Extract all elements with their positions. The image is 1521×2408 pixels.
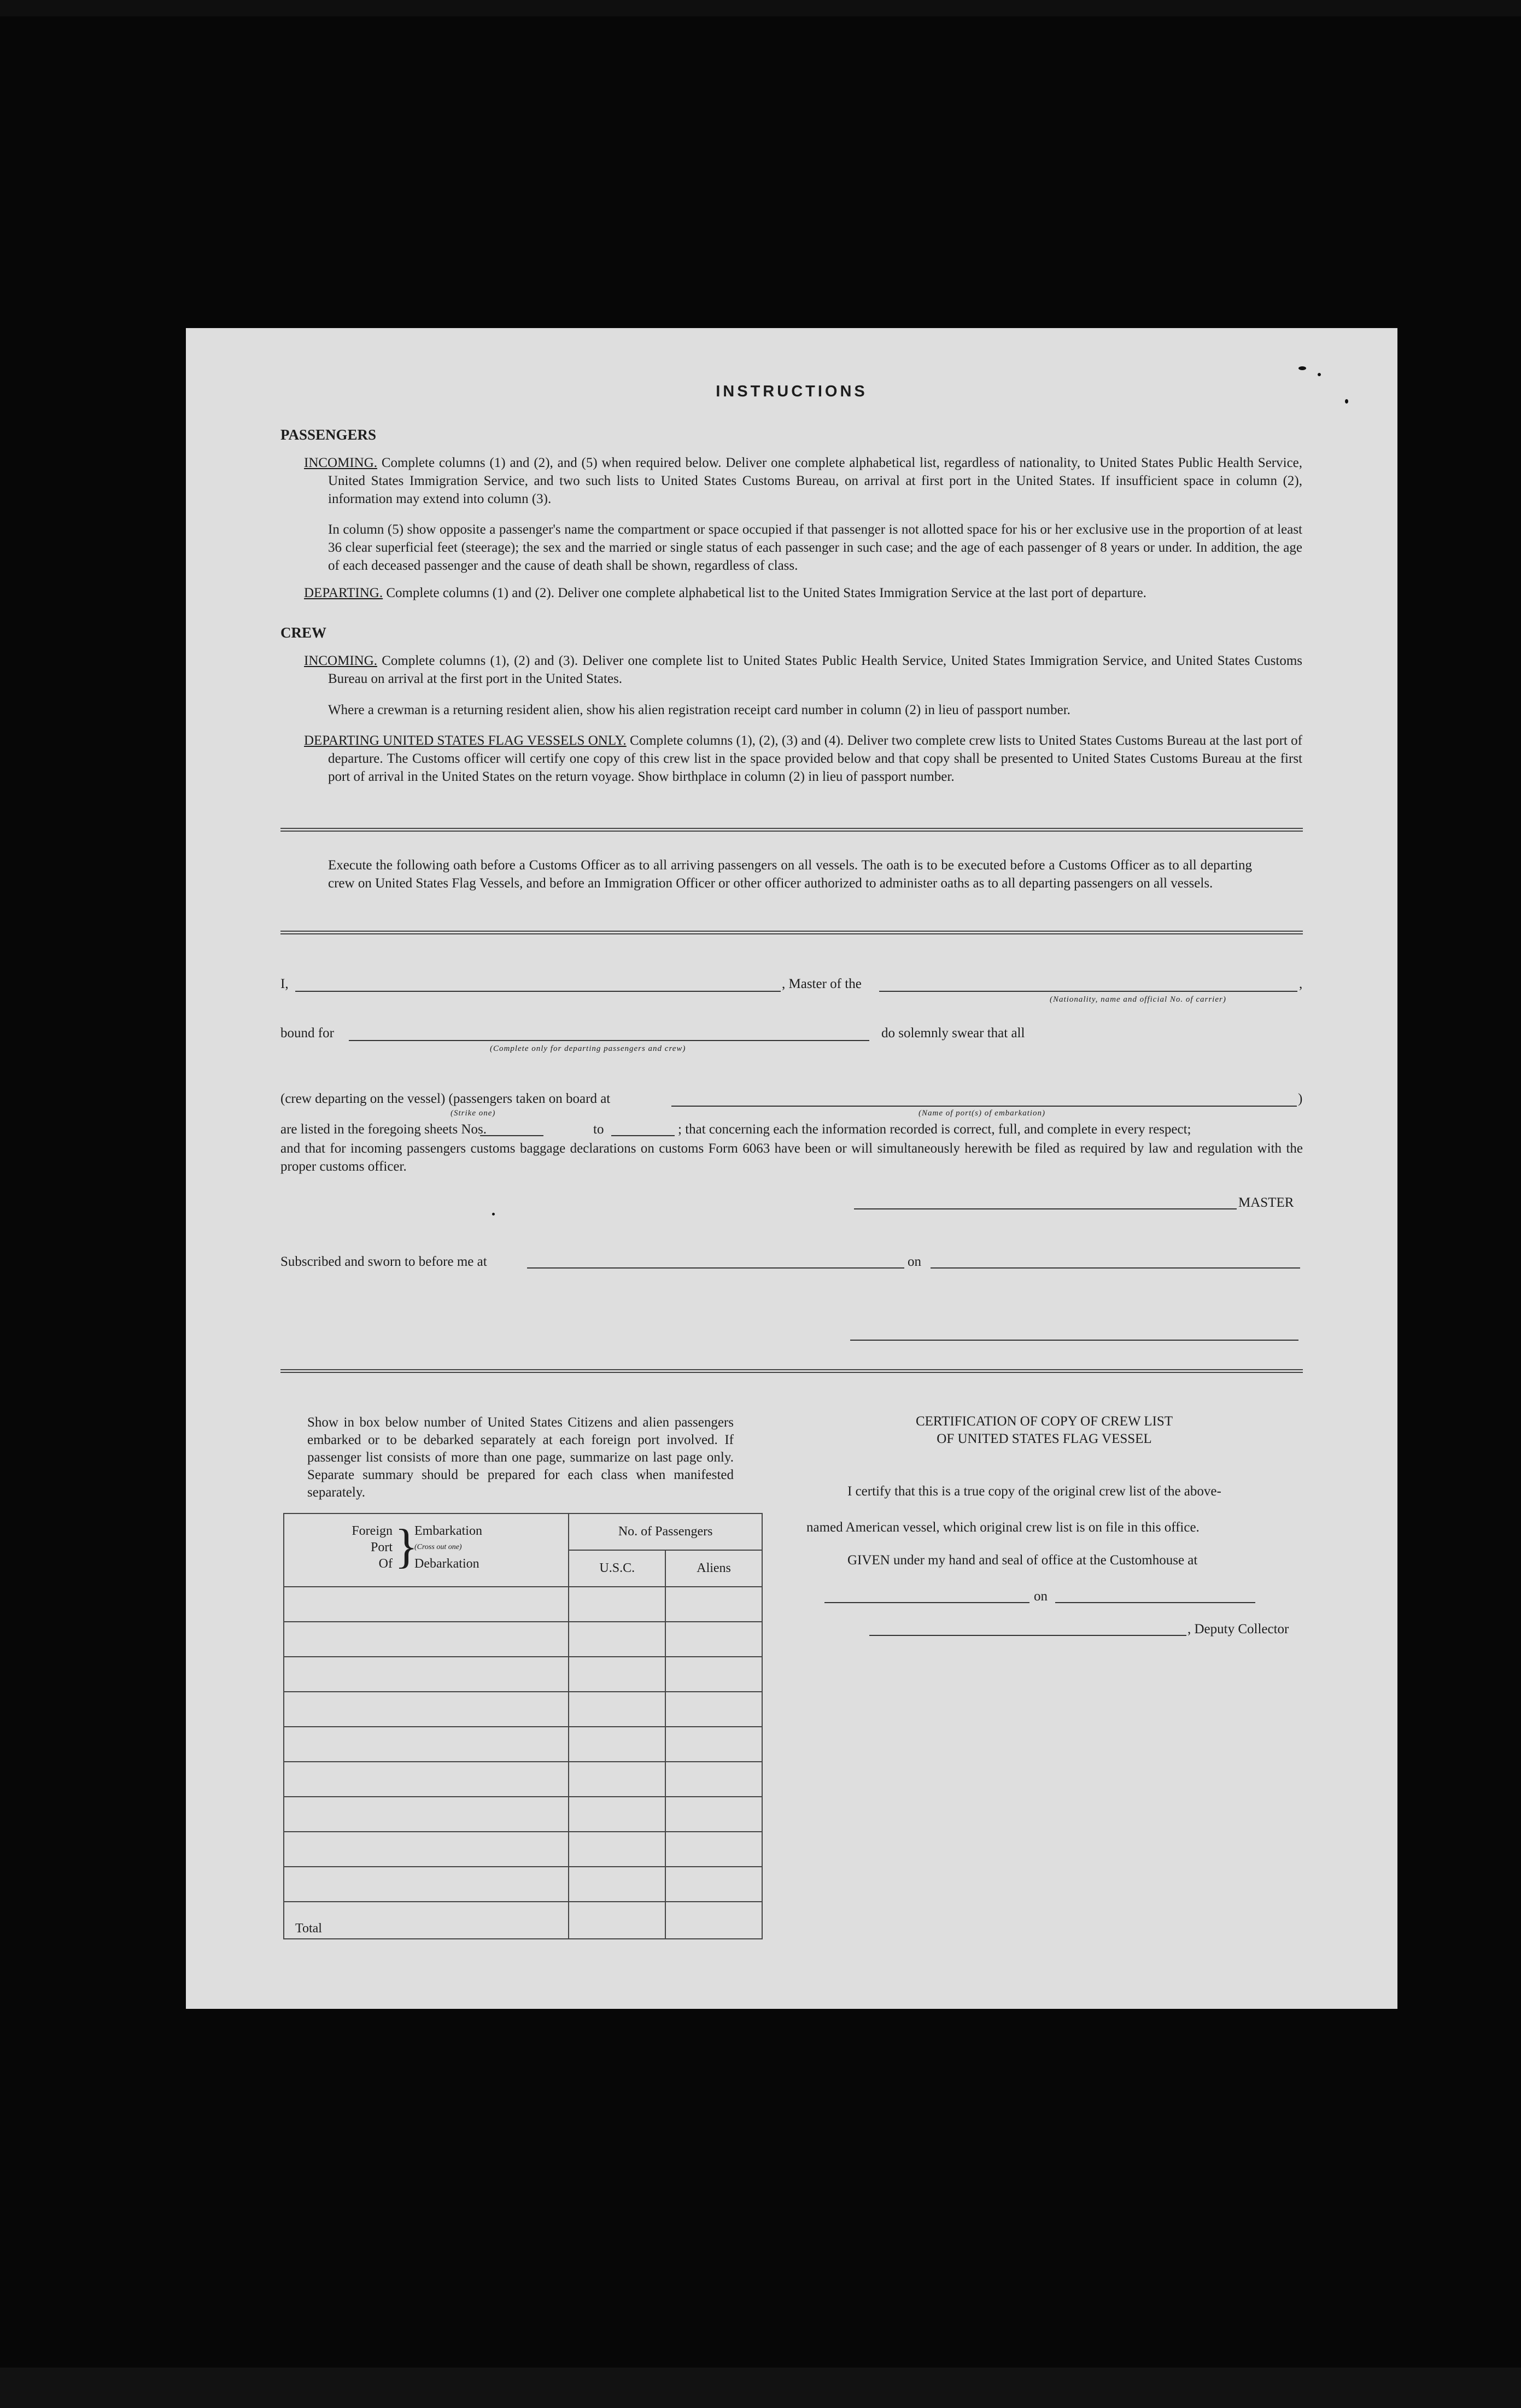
summary-note-text: Show in box below number of United States Citizens and alien passengers embarked or to be debarked separately at each foreign port involved. If passenger list consists of more than one page, summarize on last page only. Separate summary should be prepared for each class when manifested separately. bbox=[307, 1415, 734, 1500]
port-cell[interactable] bbox=[284, 1657, 569, 1692]
sworn-on-label: on bbox=[908, 1254, 921, 1269]
bound-for-label: bound for bbox=[280, 1026, 334, 1041]
table-row bbox=[284, 1692, 762, 1727]
of-label: Of bbox=[378, 1557, 393, 1571]
sheets-suffix-label: ; that concerning each the information recorded is correct, full, and complete in every respect; bbox=[678, 1122, 1191, 1137]
usc-cell[interactable] bbox=[569, 1727, 665, 1762]
swear-label: do solemnly swear that all bbox=[881, 1026, 1025, 1041]
summary-note-paragraph bbox=[307, 1414, 734, 1501]
sheets-to-label: to bbox=[593, 1122, 604, 1137]
crew-departing-paragraph bbox=[304, 732, 1302, 786]
usc-cell[interactable] bbox=[569, 1622, 665, 1657]
aliens-cell[interactable] bbox=[665, 1727, 762, 1762]
oath-rest-paragraph bbox=[280, 1139, 1303, 1176]
master-label: MASTER bbox=[1238, 1195, 1294, 1210]
port-cell[interactable] bbox=[284, 1867, 569, 1902]
usc-cell[interactable] bbox=[569, 1867, 665, 1902]
table-row bbox=[284, 1832, 762, 1867]
sheets-to-field[interactable] bbox=[611, 1135, 675, 1136]
carrier-comma: , bbox=[1299, 977, 1303, 991]
table-row bbox=[284, 1867, 762, 1902]
no-passengers-header: No. of Passengers bbox=[569, 1513, 762, 1550]
usc-total-cell[interactable] bbox=[569, 1902, 665, 1939]
strike-one-hint: (Strike one) bbox=[451, 1109, 496, 1118]
embark-debark-labels bbox=[414, 1523, 482, 1572]
instructions-heading: INSTRUCTIONS bbox=[716, 383, 868, 400]
crew-departing-text: Complete columns (1), (2), (3) and (4). Deliver two complete crew lists to United States Customs Bureau at the last port of departure. The Customs officer will certify one copy of this crew list in the space provided below and that copy shall be presented to United States Customs Bureau at the first port of arrival in the United States on the return voyage. Show birthplace in column (2) in lieu of passport number. bbox=[328, 733, 1302, 784]
passengers-departing-paragraph bbox=[304, 584, 1302, 602]
certification-line2: named American vessel, which original crew list is on file in this office. bbox=[806, 1520, 1200, 1535]
certification-on-label: on bbox=[1034, 1589, 1048, 1604]
table-total-row bbox=[284, 1902, 762, 1939]
foreign-label: Foreign bbox=[352, 1524, 393, 1538]
aliens-cell[interactable] bbox=[665, 1797, 762, 1832]
passengers-incoming-text: Complete columns (1) and (2), and (5) when required below. Deliver one complete alphabetical list, regardless of nationality, to United States Public Health Service, United States Immigration Service, and two such lists to United States Customs Bureau, on arrival at first port in the United States. If insufficient space in column (2), information may extend into column (3). bbox=[328, 455, 1303, 506]
passengers-incoming-lead: INCOMING. bbox=[304, 455, 378, 470]
aliens-cell[interactable] bbox=[665, 1867, 762, 1902]
port-label: Port bbox=[370, 1540, 393, 1554]
usc-cell[interactable] bbox=[569, 1587, 665, 1622]
form-page bbox=[186, 328, 1397, 2009]
aliens-cell[interactable] bbox=[665, 1622, 762, 1657]
table-row bbox=[284, 1762, 762, 1797]
ink-speck bbox=[1318, 373, 1321, 376]
port-cell[interactable] bbox=[284, 1832, 569, 1867]
embarkation-port-hint: (Name of port(s) of embarkation) bbox=[919, 1109, 1045, 1118]
divider-rule bbox=[280, 1369, 1303, 1373]
bound-for-hint: (Complete only for departing passengers and crew) bbox=[490, 1044, 686, 1053]
port-cell[interactable] bbox=[284, 1762, 569, 1797]
crew-incoming-text: Complete columns (1), (2) and (3). Deliver one complete list to United States Public Health Service, United States Immigration Service, and United States Customs Bureau on arrival at the first port in the United States. bbox=[328, 653, 1302, 686]
subscribed-label: Subscribed and sworn to before me at bbox=[280, 1254, 487, 1269]
passengers-departing-text: Complete columns (1) and (2). Deliver one complete alphabetical list to the United States Immigration Service at the last port of departure. bbox=[386, 586, 1146, 600]
passenger-summary-table bbox=[283, 1513, 763, 1939]
port-cell[interactable] bbox=[284, 1692, 569, 1727]
passengers-label: PASSENGERS bbox=[280, 426, 377, 443]
crew-incoming-lead: INCOMING. bbox=[304, 653, 378, 668]
aliens-header: Aliens bbox=[665, 1550, 762, 1587]
close-paren: ) bbox=[1298, 1091, 1303, 1106]
crew-passengers-label: (crew departing on the vessel) (passengers taken on board at bbox=[280, 1091, 611, 1106]
crew-resident-text: Where a crewman is a returning resident alien, show his alien registration receipt card number in column (2) in lieu of passport number. bbox=[328, 703, 1070, 717]
crew-incoming-paragraph bbox=[304, 652, 1302, 688]
ink-speck bbox=[492, 1213, 495, 1215]
deputy-collector-signature-field[interactable] bbox=[869, 1635, 1186, 1636]
usc-header: U.S.C. bbox=[569, 1550, 665, 1587]
certification-line1: I certify that this is a true copy of the original crew list of the above- bbox=[847, 1484, 1221, 1499]
oath-note-paragraph bbox=[328, 856, 1252, 892]
table-row bbox=[284, 1727, 762, 1762]
certification-title-line1: CERTIFICATION OF COPY OF CREW LIST bbox=[915, 1414, 1173, 1429]
debarkation-label: Debarkation bbox=[414, 1557, 479, 1571]
master-of-label: , Master of the bbox=[782, 977, 862, 991]
embarkation-port-field[interactable] bbox=[671, 1106, 1297, 1107]
bound-for-field[interactable] bbox=[349, 1040, 869, 1041]
usc-cell[interactable] bbox=[569, 1657, 665, 1692]
crew-label: CREW bbox=[280, 624, 327, 641]
passengers-departing-lead: DEPARTING. bbox=[304, 586, 383, 600]
customhouse-field[interactable] bbox=[824, 1602, 1029, 1603]
table-header-row bbox=[284, 1513, 762, 1550]
sheets-from-field[interactable] bbox=[480, 1135, 543, 1136]
passengers-incoming-paragraph bbox=[304, 454, 1303, 508]
port-cell[interactable] bbox=[284, 1797, 569, 1832]
master-name-field[interactable] bbox=[295, 991, 781, 992]
microfilm-band-bottom bbox=[0, 2368, 1521, 2408]
aliens-cell[interactable] bbox=[665, 1657, 762, 1692]
usc-cell[interactable] bbox=[569, 1797, 665, 1832]
passengers-column5-paragraph bbox=[328, 521, 1302, 575]
carrier-field[interactable] bbox=[879, 991, 1297, 992]
divider-rule bbox=[280, 828, 1303, 832]
usc-cell[interactable] bbox=[569, 1832, 665, 1867]
oath-i-label: I, bbox=[280, 977, 289, 991]
sworn-at-field[interactable] bbox=[527, 1267, 904, 1269]
brace-icon: } bbox=[395, 1520, 418, 1573]
aliens-cell[interactable] bbox=[665, 1587, 762, 1622]
usc-cell[interactable] bbox=[569, 1692, 665, 1727]
crew-departing-lead: DEPARTING UNITED STATES FLAG VESSELS ONLY. bbox=[304, 733, 627, 748]
usc-cell[interactable] bbox=[569, 1762, 665, 1797]
crew-resident-paragraph bbox=[328, 701, 1302, 719]
port-cell[interactable] bbox=[284, 1587, 569, 1622]
table-row bbox=[284, 1622, 762, 1657]
microfilm-band-top bbox=[0, 0, 1521, 16]
aliens-cell[interactable] bbox=[665, 1832, 762, 1867]
foreign-port-labels bbox=[343, 1523, 393, 1572]
table-row bbox=[284, 1587, 762, 1622]
certification-line3: GIVEN under my hand and seal of office at the Customhouse at bbox=[847, 1553, 1198, 1568]
table-row bbox=[284, 1797, 762, 1832]
port-cell[interactable] bbox=[284, 1727, 569, 1762]
divider-rule bbox=[280, 931, 1303, 934]
foreign-port-header bbox=[284, 1513, 569, 1587]
passengers-column5-text: In column (5) show opposite a passenger's name the compartment or space occupied if that passenger is not allotted space for his or her exclusive use in the proportion of at least 36 clear superficial feet (steerage); the sex and the married or single status of each passenger in such case; and the age of each passenger of 8 years or under. In addition, the age of each deceased passenger and the cause of death shall be shown, regardless of class. bbox=[328, 522, 1302, 573]
carrier-hint: (Nationality, name and official No. of carrier) bbox=[1050, 995, 1226, 1004]
aliens-cell[interactable] bbox=[665, 1762, 762, 1797]
table-row bbox=[284, 1657, 762, 1692]
aliens-total-cell[interactable] bbox=[665, 1902, 762, 1939]
sheets-prefix-label: are listed in the foregoing sheets Nos. bbox=[280, 1122, 487, 1137]
master-signature-field[interactable] bbox=[854, 1208, 1237, 1209]
oath-rest-text: and that for incoming passengers customs baggage declarations on customs Form 6063 have been or will simultaneously herewith be filed as required by law and regulation with the proper customs officer. bbox=[280, 1141, 1303, 1174]
total-label: Total bbox=[284, 1902, 569, 1939]
port-cell[interactable] bbox=[284, 1622, 569, 1657]
oath-note-text: Execute the following oath before a Customs Officer as to all arriving passengers on all vessels. The oath is to be executed before a Customs Officer as to all departing crew on United States Flag Vessels, and before an Immigration Officer or other officer authorized to administer oaths as to all departing passengers on all vessels. bbox=[328, 858, 1252, 891]
sworn-on-field[interactable] bbox=[931, 1267, 1300, 1269]
certification-date-field[interactable] bbox=[1055, 1602, 1255, 1603]
deputy-collector-label: , Deputy Collector bbox=[1187, 1622, 1289, 1636]
cross-out-hint: (Cross out one) bbox=[414, 1543, 462, 1551]
certification-title-line2: OF UNITED STATES FLAG VESSEL bbox=[937, 1431, 1152, 1446]
officer-signature-field[interactable] bbox=[850, 1340, 1298, 1341]
embarkation-label: Embarkation bbox=[414, 1524, 482, 1538]
aliens-cell[interactable] bbox=[665, 1692, 762, 1727]
ink-speck bbox=[1298, 366, 1306, 370]
